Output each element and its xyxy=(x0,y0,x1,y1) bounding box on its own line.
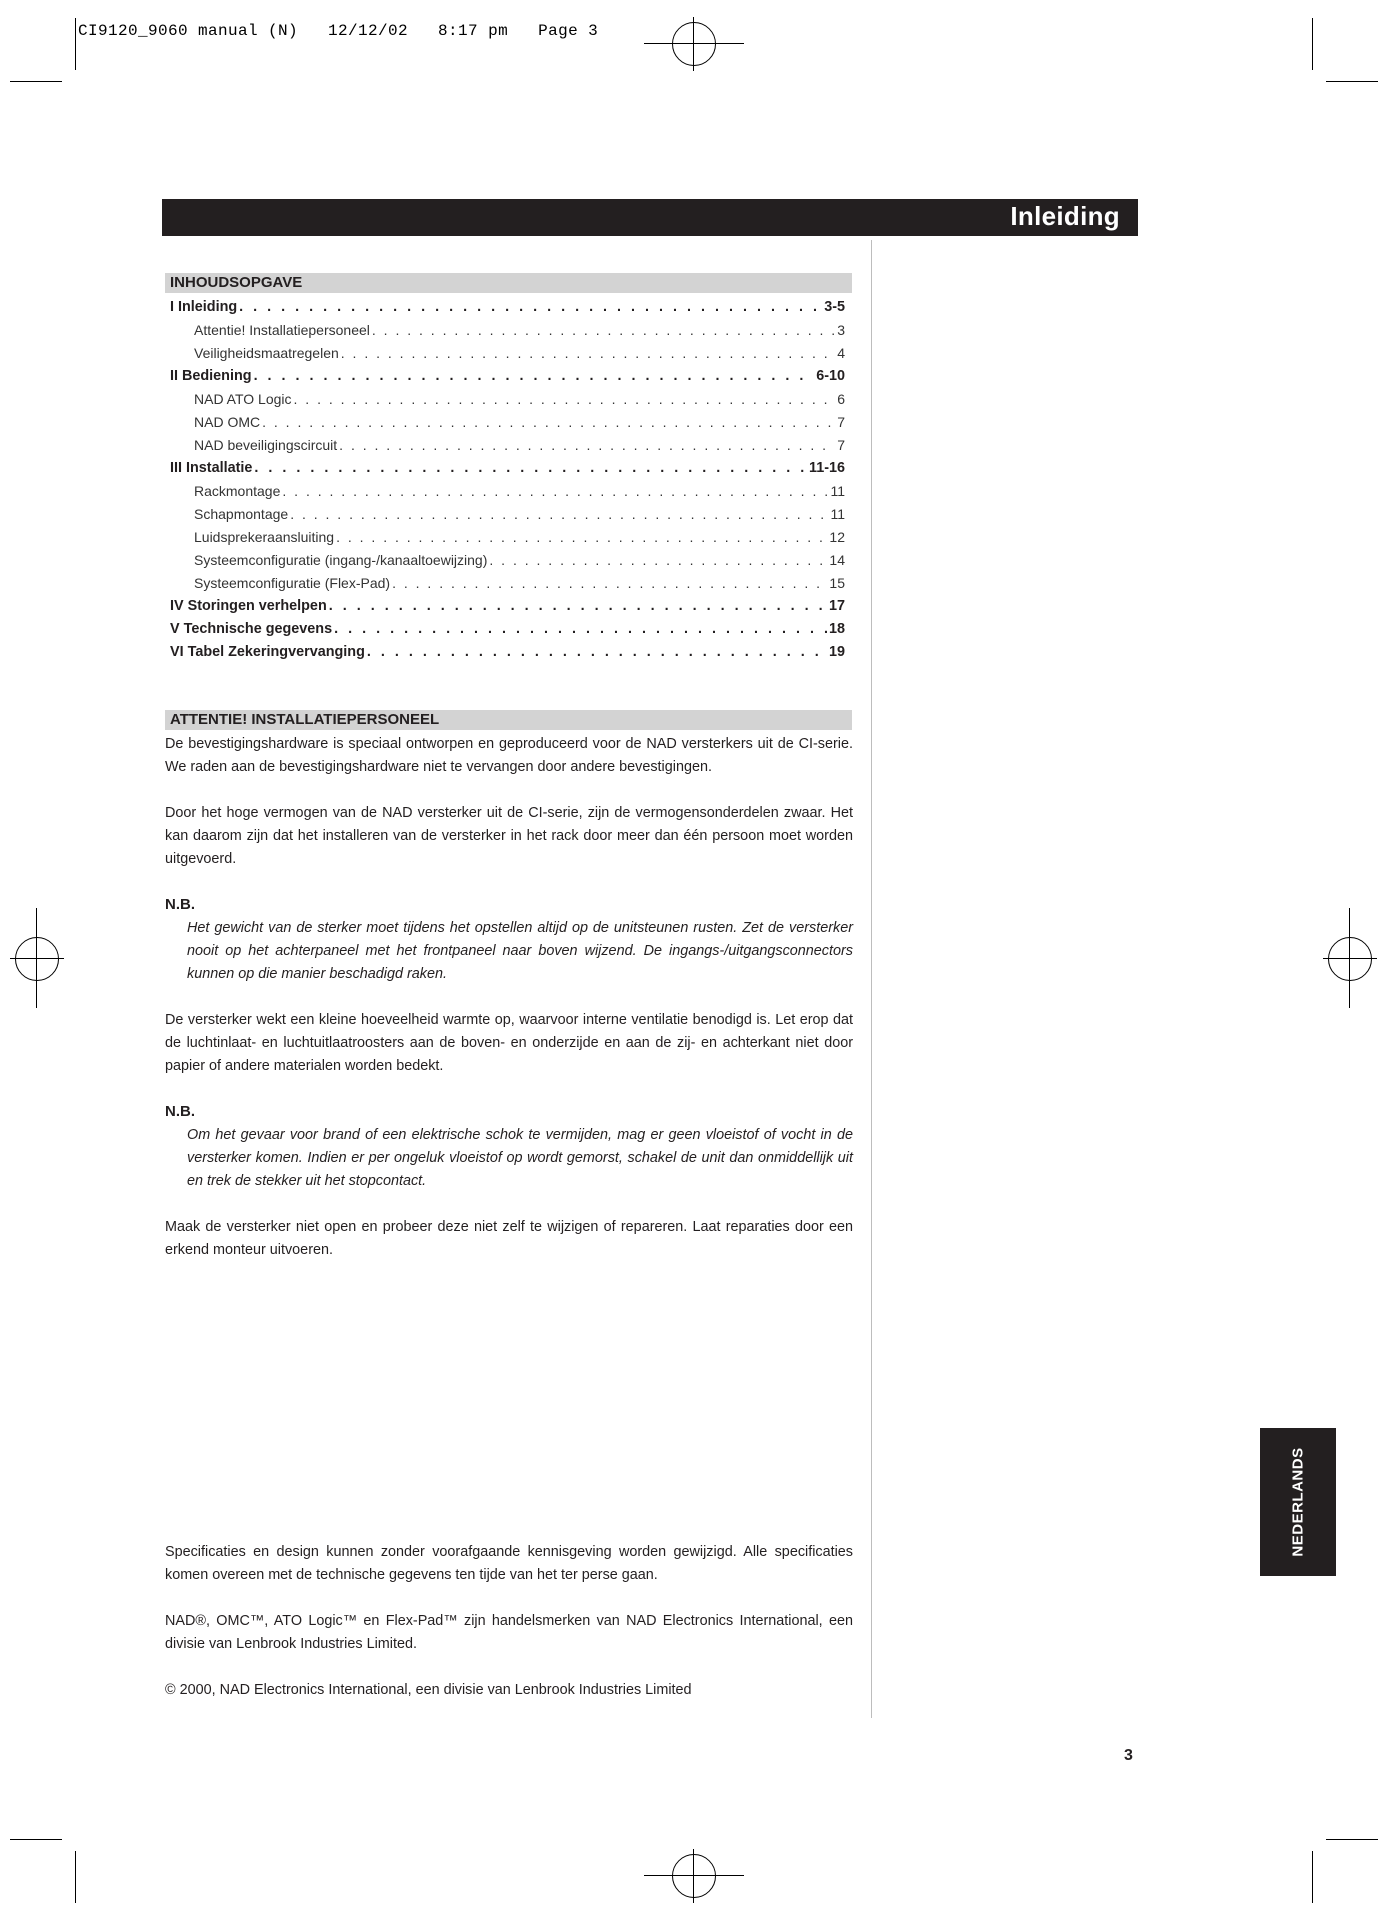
toc-entry xyxy=(165,641,845,664)
toc-leader-dots xyxy=(392,572,827,595)
toc-entry-page: 17 xyxy=(828,598,845,614)
toc-leader-dots xyxy=(329,595,827,618)
toc-entry-label: NAD beveiligingscircuit xyxy=(194,437,338,453)
toc-leader-dots xyxy=(372,319,835,342)
toc-entry-page: 15 xyxy=(829,575,845,591)
toc-entry-page: 6 xyxy=(837,391,845,407)
attention-paragraph-3: De versterker wekt een kleine hoeveelheid warmte op, waarvoor interne ventilatie benodigd is. Let erop dat de luchtinlaat- en luchtuitlaatroosters aan de boven- en onderzijde en aan de zij- en achterkant niet door papier of andere materialen worden bedekt. xyxy=(165,1012,853,1074)
specifications-note: Specificaties en design kunnen zonder voorafgaande kennisgeving worden gewijzigd. Alle specificaties komen overeen met de technische gegevens ten tijde van het ter perse gaan. xyxy=(165,1544,853,1583)
copyright-note: © 2000, NAD Electronics International, een divisie van Lenbrook Industries Limited xyxy=(165,1682,692,1698)
toc-entry xyxy=(165,480,845,503)
toc-leader-dots xyxy=(367,641,827,664)
page-title: Inleiding xyxy=(1010,201,1120,231)
toc-entry xyxy=(165,319,845,342)
column-divider xyxy=(871,240,872,1718)
toc-entry-page: 11-16 xyxy=(808,460,845,476)
trademark-note: NAD®, OMC™, ATO Logic™ en Flex-Pad™ zijn handelsmerken van NAD Electronics International, een divisie van Lenbrook Industries Limited. xyxy=(165,1613,853,1652)
toc-entry-page: 3-5 xyxy=(824,299,845,315)
toc-entry xyxy=(165,388,845,411)
toc-entry-label: Luidsprekeraansluiting xyxy=(194,529,335,545)
toc-entry-label: IV Storingen verhelpen xyxy=(170,598,327,614)
toc-leader-dots xyxy=(336,526,827,549)
toc-entry xyxy=(165,365,845,388)
toc-leader-dots xyxy=(489,549,827,572)
toc-entry xyxy=(165,434,845,457)
toc-entry-label: I Inleiding xyxy=(170,299,238,315)
toc-entry-page: 6-10 xyxy=(816,368,845,384)
toc-entry-label: Systeemconfiguratie (Flex-Pad) xyxy=(194,575,391,591)
toc-leader-dots xyxy=(339,434,835,457)
toc-entry xyxy=(165,503,845,526)
toc-entry xyxy=(165,296,845,319)
attention-paragraph-2: Door het hoge vermogen van de NAD versterker uit de CI-serie, zijn de vermogensonderdelen zwaar. Het kan daarom zijn dat het installeren van de versterker in het rack door meer dan één persoon moet worden uitgevoerd. xyxy=(165,805,853,867)
toc-entry-label: Schapmontage xyxy=(194,506,289,522)
toc-entry-page: 7 xyxy=(837,437,845,453)
toc-entry-label: Veiligheidsmaatregelen xyxy=(194,345,339,361)
toc-entry xyxy=(165,572,845,595)
note-text-1: Het gewicht van de sterker moet tijdens het opstellen altijd op de unitsteunen rusten. Zet de versterker nooit op het achterpaneel met het frontpaneel naar boven wijzend. De ingangs-/uitgangsconnectors kunnen op die manier beschadigd raken. xyxy=(187,920,853,982)
note-text-2: Om het gevaar voor brand of een elektrische schok te vermijden, mag er geen vloeistof of vocht in de versterker komen. Indien er per ongeluk vloeistof op wordt gemorst, schakel de unit dan onmiddellijk uit en trek de stekker uit het stopcontact. xyxy=(187,1127,853,1189)
toc-entry-label: NAD ATO Logic xyxy=(194,391,292,407)
note-label-2: N.B. xyxy=(165,1103,195,1120)
toc-entry xyxy=(165,618,845,641)
toc-entry-page: 14 xyxy=(829,552,845,568)
toc-entry-label: VI Tabel Zekeringvervanging xyxy=(170,644,365,660)
toc-entry xyxy=(165,342,845,365)
toc-entry-page: 11 xyxy=(830,483,845,499)
toc-entry xyxy=(165,595,845,618)
toc-entry-page: 7 xyxy=(837,414,845,430)
toc-leader-dots xyxy=(334,618,827,641)
toc-entry-page: 4 xyxy=(837,345,845,361)
toc-entry-page: 18 xyxy=(828,621,845,637)
toc-entry-label: V Technische gegevens xyxy=(170,621,333,637)
toc-entry xyxy=(165,549,845,572)
toc-entry-page: 11 xyxy=(830,506,845,522)
toc-leader-dots xyxy=(341,342,835,365)
toc-heading: INHOUDSOPGAVE xyxy=(165,273,852,293)
toc-leader-dots xyxy=(290,503,828,526)
toc-entry-label: NAD OMC xyxy=(194,414,261,430)
attention-paragraph-1: De bevestigingshardware is speciaal ontworpen en geproduceerd voor de NAD versterkers uit de CI-serie. We raden aan de bevestigingshardware niet te vervangen door andere bevestigingen. xyxy=(165,736,853,775)
toc-entry xyxy=(165,411,845,434)
attention-heading: ATTENTIE! INSTALLATIEPERSONEEL xyxy=(165,710,852,730)
toc-entry xyxy=(165,526,845,549)
toc-entry-label: II Bediening xyxy=(170,368,252,384)
section-header-bar xyxy=(162,199,1138,236)
language-tab-label: NEDERLANDS xyxy=(1289,1447,1307,1557)
printer-slug: CI9120_9060 manual (N) 12/12/02 8:17 pm Page 3 xyxy=(78,22,599,40)
page-number: 3 xyxy=(1124,1747,1133,1764)
toc-leader-dots xyxy=(294,388,836,411)
toc-entry-page: 19 xyxy=(828,644,845,660)
toc-entry-page: 12 xyxy=(829,529,845,545)
toc-leader-dots xyxy=(262,411,835,434)
toc-entry-label: III Installatie xyxy=(170,460,253,476)
toc-entry-label: Systeemconfiguratie (ingang-/kanaaltoewijzing) xyxy=(194,552,488,568)
toc-entry-label: Rackmontage xyxy=(194,483,281,499)
toc-leader-dots xyxy=(254,365,815,388)
note-label-1: N.B. xyxy=(165,896,195,913)
attention-paragraph-4: Maak de versterker niet open en probeer deze niet zelf te wijzigen of repareren. Laat reparaties door een erkend monteur uitvoeren. xyxy=(165,1219,853,1258)
toc-entry xyxy=(165,457,845,480)
toc-leader-dots xyxy=(282,480,828,503)
toc-leader-dots xyxy=(239,296,822,319)
table-of-contents xyxy=(165,296,845,664)
toc-entry-label: Attentie! Installatiepersoneel xyxy=(194,322,370,338)
language-tab xyxy=(1260,1428,1336,1576)
toc-leader-dots xyxy=(254,457,807,480)
toc-entry-page: 3 xyxy=(837,322,845,338)
